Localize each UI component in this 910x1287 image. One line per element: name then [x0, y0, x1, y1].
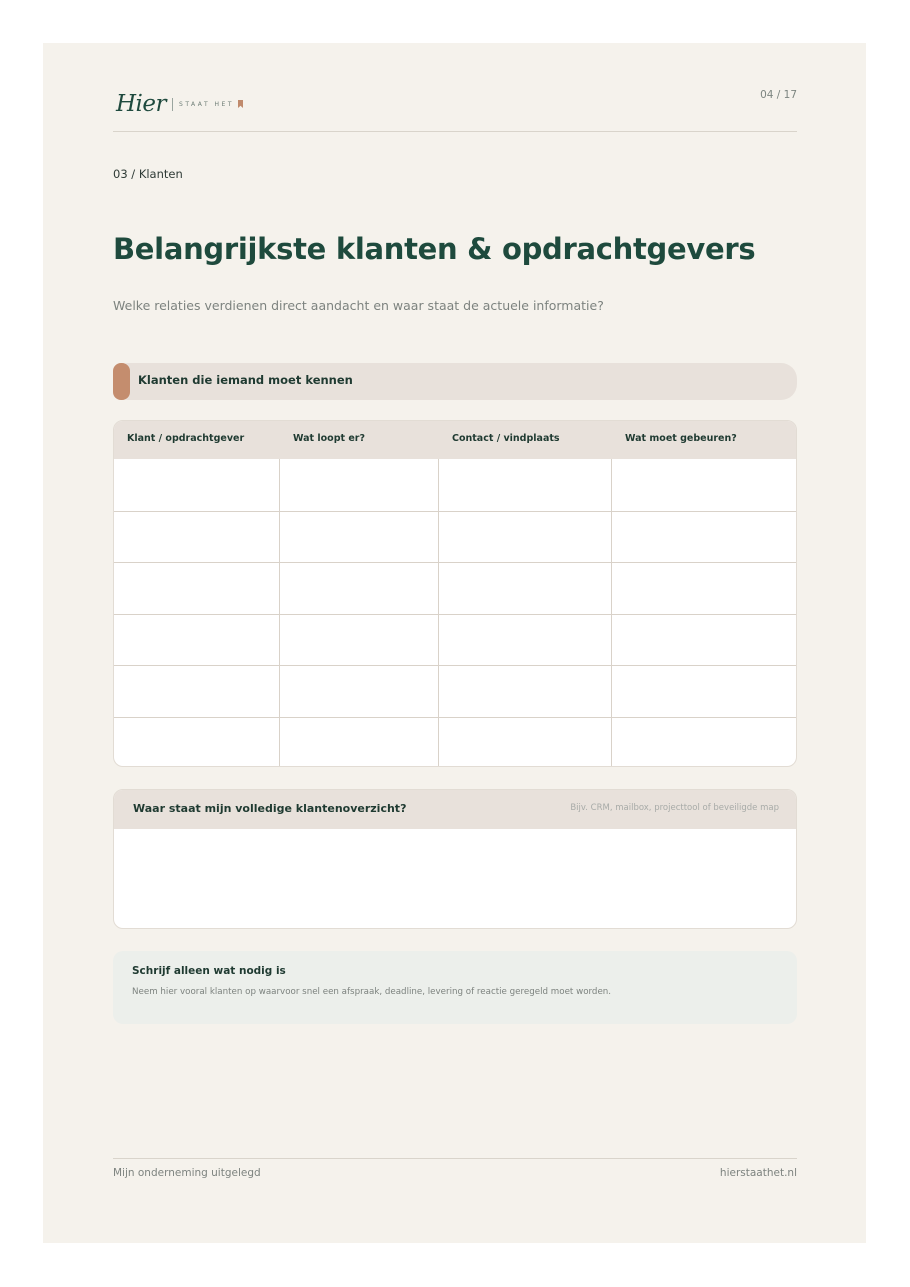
table-cell[interactable]: [612, 512, 797, 562]
tip-note: [113, 951, 797, 1024]
footer-website: hierstaathet.nl: [719, 1167, 797, 1179]
logo-tagline: STAAT HET: [179, 100, 234, 108]
tip-note-title: Schrijf alleen wat nodig is: [132, 965, 286, 977]
footer-document-title: Mijn onderneming uitgelegd: [113, 1167, 261, 1179]
table-cell[interactable]: [439, 666, 610, 716]
table-cell[interactable]: [280, 666, 437, 716]
logo: [116, 91, 243, 117]
table-cell[interactable]: [280, 512, 437, 562]
column-header-ongoing: Wat loopt er?: [293, 433, 365, 444]
table-header: [114, 421, 796, 459]
table-cell[interactable]: [612, 563, 797, 613]
table-cell[interactable]: [280, 563, 437, 613]
column-header-client: Klant / opdrachtgever: [127, 433, 245, 444]
table-cell[interactable]: [280, 615, 437, 665]
pill-accent-marker: [113, 363, 130, 400]
table-cell[interactable]: [612, 718, 797, 768]
page-title: Belangrijkste klanten & opdrachtgevers: [113, 232, 756, 266]
column-header-contact: Contact / vindplaats: [452, 433, 560, 444]
page-number: 04 / 17: [760, 89, 797, 101]
bookmark-icon: [238, 100, 243, 108]
header-divider: [113, 131, 797, 132]
column-header-action: Wat moet gebeuren?: [625, 433, 737, 444]
table-cell[interactable]: [439, 512, 610, 562]
tip-note-text: Neem hier vooral klanten op waarvoor snel een afspraak, deadline, levering of reactie geregeld moet worden.: [132, 987, 612, 997]
table-cell[interactable]: [115, 666, 278, 716]
logo-wordmark: Hier: [116, 91, 167, 117]
overview-box: [113, 789, 797, 929]
table-cell[interactable]: [115, 615, 278, 665]
clients-table: [113, 420, 797, 767]
section-label: 03 / Klanten: [113, 167, 183, 181]
table-cell[interactable]: [612, 460, 797, 510]
table-cell[interactable]: [439, 460, 610, 510]
table-cell[interactable]: [280, 718, 437, 768]
overview-hint: Bijv. CRM, mailbox, projecttool of beveiligde map: [570, 803, 779, 813]
logo-divider: [172, 98, 173, 111]
table-cell[interactable]: [439, 718, 610, 768]
page-subtitle: Welke relaties verdienen direct aandacht en waar staat de actuele informatie?: [113, 298, 604, 313]
overview-title: Waar staat mijn volledige klantenoverzicht?: [133, 802, 407, 815]
overview-input-area[interactable]: [114, 829, 796, 929]
table-cell[interactable]: [612, 666, 797, 716]
table-cell[interactable]: [280, 460, 437, 510]
table-cell[interactable]: [439, 563, 610, 613]
table-cell[interactable]: [115, 563, 278, 613]
table-cell[interactable]: [439, 615, 610, 665]
footer-divider: [113, 1158, 797, 1159]
table-cell[interactable]: [115, 460, 278, 510]
table-cell[interactable]: [115, 718, 278, 768]
table-cell[interactable]: [115, 512, 278, 562]
overview-header: [114, 790, 796, 829]
table-cell[interactable]: [612, 615, 797, 665]
section-pill: [113, 363, 797, 400]
page: [43, 43, 866, 1243]
section-pill-label: Klanten die iemand moet kennen: [138, 373, 353, 387]
